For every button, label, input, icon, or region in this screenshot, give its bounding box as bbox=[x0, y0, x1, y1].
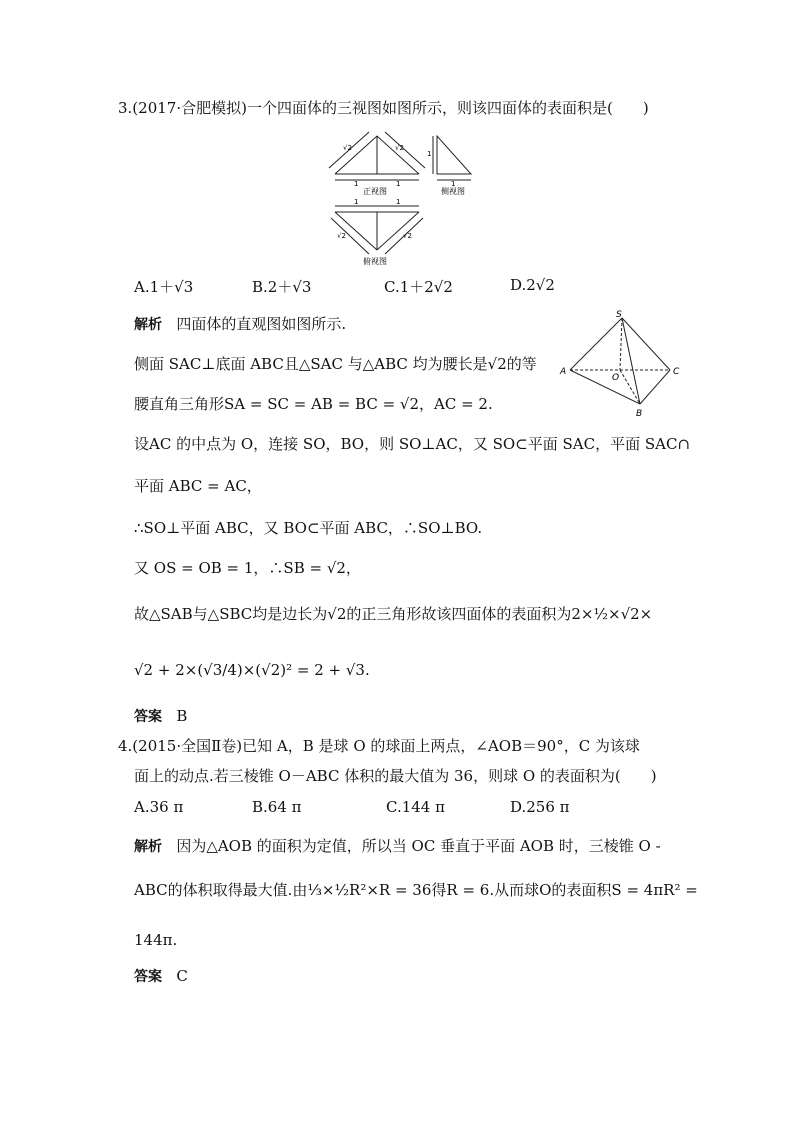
top-view bbox=[331, 206, 423, 254]
q3-analysis-line-9: √2 + 2×(√3/4)×(√2)² = 2 + √3. bbox=[134, 661, 370, 679]
front-dim-sqrt2-right: √2 bbox=[395, 144, 404, 152]
top-dim-right: 1 bbox=[396, 198, 401, 206]
q4-answer-line bbox=[134, 966, 188, 987]
front-dim-right: 1 bbox=[396, 180, 401, 188]
q3-answer-line bbox=[134, 706, 187, 727]
q4-analysis-text-1: 因为△AOB 的面积为定值，所以当 OC 垂直于平面 AOB 时，三棱锥 O - bbox=[176, 837, 661, 855]
top-view-label: 俯视图 bbox=[363, 257, 387, 266]
q4-stem-line-2: 面上的动点.若三棱锥 O－ABC 体积的最大值为 36，则球 O 的表面积为( ) bbox=[134, 767, 657, 785]
q3-option-a: A.1＋√3 bbox=[134, 278, 194, 296]
q3-analysis-line-8: 故△SAB与△SBC均是边长为√2的正三角形故该四面体的表面积为2×½×√2× bbox=[134, 605, 653, 623]
pyramid-diagram bbox=[558, 308, 688, 420]
front-dim-left: 1 bbox=[354, 180, 359, 188]
three-view-figure bbox=[325, 130, 485, 270]
q3-analysis-line-3: 腰直角三角形SA = SC = AB = BC = √2，AC = 2. bbox=[134, 395, 493, 413]
q3-analysis-text-1: 四面体的直观图如图所示. bbox=[176, 315, 347, 333]
q4-answer-head: 答案 bbox=[134, 969, 162, 985]
q3-answer-head: 答案 bbox=[134, 709, 162, 725]
top-dim-sqrt2-left: √2 bbox=[337, 232, 346, 240]
q3-analysis-line-2: 侧面 SAC⊥底面 ABC且△SAC 与△ABC 均为腰长是√2的等 bbox=[134, 355, 537, 373]
q3-option-b: B.2＋√3 bbox=[252, 278, 312, 296]
top-dim-left: 1 bbox=[354, 198, 359, 206]
q3-analysis-line-4: 设AC 的中点为 O，连接 SO，BO，则 SO⊥AC，又 SO⊂平面 SAC，平面 SAC∩ bbox=[134, 435, 691, 453]
q3-answer-value: B bbox=[176, 707, 188, 725]
q3-analysis-head: 解析 bbox=[134, 317, 162, 333]
q3-analysis-line-5: 平面 ABC = AC， bbox=[134, 477, 262, 495]
q3-option-d: D.2√2 bbox=[510, 276, 555, 294]
q4-option-b: B.64 π bbox=[252, 798, 302, 816]
top-dim-sqrt2-right: √2 bbox=[403, 232, 412, 240]
q3-analysis-line-6: ∴SO⊥平面 ABC，又 BO⊂平面 ABC，∴SO⊥BO. bbox=[134, 519, 483, 537]
q3-option-c: C.1＋2√2 bbox=[384, 278, 453, 296]
pyramid-label-c: C bbox=[673, 367, 680, 377]
q4-analysis-line-2: ABC的体积取得最大值.由⅓×½R²×R = 36得R = 6.从而球O的表面积S = 4πR² = bbox=[134, 881, 698, 899]
front-view bbox=[329, 132, 425, 180]
q3-analysis-line-7: 又 OS = OB = 1，∴SB = √2， bbox=[134, 559, 361, 577]
q3-stem: 3.(2017·合肥模拟)一个四面体的三视图如图所示，则该四面体的表面积是( ) bbox=[118, 99, 649, 117]
front-view-label: 正视图 bbox=[363, 187, 387, 196]
q4-analysis-head: 解析 bbox=[134, 839, 162, 855]
pyramid-label-a: A bbox=[560, 367, 567, 377]
pyramid-label-b: B bbox=[636, 409, 643, 419]
q4-answer-value: C bbox=[176, 967, 188, 985]
front-dim-sqrt2-left: √2 bbox=[343, 144, 352, 152]
q4-option-a: A.36 π bbox=[134, 798, 184, 816]
q4-analysis-line-1 bbox=[134, 836, 661, 857]
side-view-label: 侧视图 bbox=[441, 187, 465, 196]
side-view bbox=[433, 136, 471, 180]
pyramid-label-s: S bbox=[616, 310, 622, 320]
q4-analysis-line-3: 144π. bbox=[134, 931, 178, 949]
q4-option-c: C.144 π bbox=[386, 798, 445, 816]
q4-option-d: D.256 π bbox=[510, 798, 570, 816]
q4-stem-line-1: 4.(2015·全国Ⅱ卷)已知 A，B 是球 O 的球面上两点，∠AOB＝90°，C 为该球 bbox=[118, 737, 640, 755]
side-dim-one: 1 bbox=[451, 180, 456, 188]
side-dim-height: 1 bbox=[427, 150, 432, 158]
q3-analysis-line-1 bbox=[134, 314, 346, 335]
pyramid-label-o: O bbox=[612, 373, 620, 383]
